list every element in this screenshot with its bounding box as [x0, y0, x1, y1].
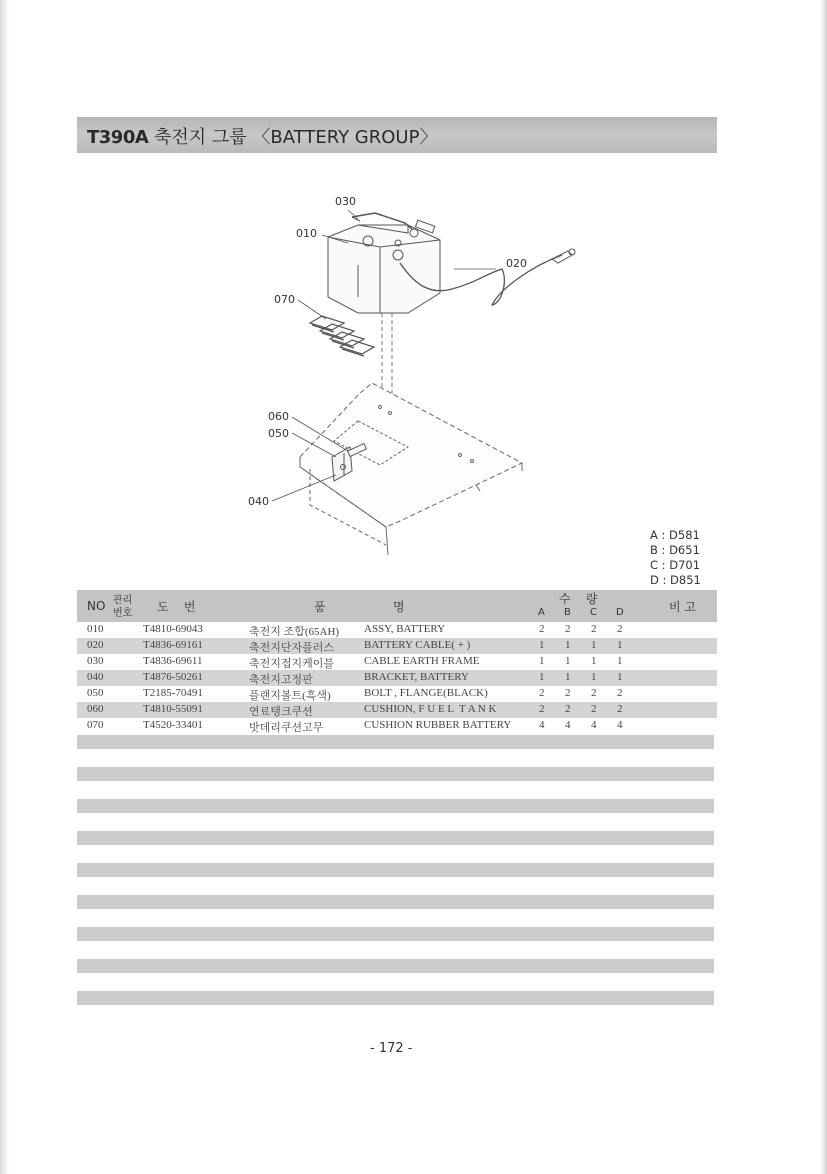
- row-name-kr: 축전지 조합(65AH): [249, 626, 340, 638]
- variant-c: C : D701: [650, 558, 701, 572]
- col-qty-b: B: [564, 607, 571, 618]
- parts-table-header: [77, 590, 717, 622]
- empty-row-stripe: [77, 895, 714, 909]
- row-qty-b: 2: [565, 623, 571, 635]
- row-name-kr: 축전지고정판: [249, 674, 313, 686]
- table-row: [77, 718, 717, 734]
- row-qty-c: 1: [591, 655, 597, 667]
- row-name-kr: 축전지단자플러스: [249, 642, 335, 654]
- callout-010: 010: [296, 227, 317, 240]
- row-qty-b: 4: [565, 719, 571, 731]
- row-part-no: T4810-55091: [143, 703, 203, 715]
- row-no: 060: [87, 703, 104, 715]
- empty-row-stripe: [77, 959, 714, 973]
- scan-edge-right: [819, 0, 827, 1174]
- callout-040: 040: [248, 495, 269, 508]
- model-code: T390A: [87, 127, 149, 148]
- row-qty-a: 1: [539, 671, 545, 683]
- parts-table-body: [77, 622, 717, 734]
- row-qty-b: 2: [565, 703, 571, 715]
- row-qty-d: 4: [617, 719, 623, 731]
- row-qty-a: 2: [539, 623, 545, 635]
- row-name-en: BRACKET, BATTERY: [364, 671, 469, 683]
- callout-020: 020: [506, 257, 527, 270]
- row-qty-d: 1: [617, 639, 623, 651]
- empty-row-stripe: [77, 799, 714, 813]
- row-qty-b: 1: [565, 655, 571, 667]
- row-qty-d: 1: [617, 655, 623, 667]
- row-part-no: T4520-33401: [143, 719, 203, 731]
- row-qty-a: 4: [539, 719, 545, 731]
- row-qty-a: 1: [539, 639, 545, 651]
- row-qty-d: 2: [617, 623, 623, 635]
- row-name-kr: 축전지접지케이블: [249, 658, 335, 670]
- row-no: 040: [87, 671, 104, 683]
- row-name-kr: 플랜지볼트(흑색): [249, 690, 331, 702]
- row-name-en: CABLE EARTH FRAME: [364, 655, 480, 667]
- row-name-en: ASSY, BATTERY: [364, 623, 446, 635]
- battery-group-exploded-diagram: [240, 185, 600, 560]
- table-row: [77, 670, 717, 686]
- row-qty-a: 2: [539, 703, 545, 715]
- callout-030: 030: [335, 195, 356, 208]
- row-qty-b: 1: [565, 671, 571, 683]
- row-name-en: CUSHION, F U E L T A N K: [364, 703, 497, 715]
- row-no: 030: [87, 655, 104, 667]
- table-row: [77, 638, 717, 654]
- table-row: [77, 702, 717, 718]
- row-part-no: T4836-69161: [143, 639, 203, 651]
- cushion-pads: [310, 316, 374, 356]
- empty-row-stripe: [77, 863, 714, 877]
- row-name-en: BOLT , FLANGE(BLACK): [364, 687, 488, 699]
- variant-a: A : D581: [650, 528, 700, 542]
- row-qty-c: 4: [591, 719, 597, 731]
- col-mgmt-top: 관리: [113, 595, 133, 606]
- row-qty-c: 2: [591, 703, 597, 715]
- row-qty-d: 2: [617, 687, 623, 699]
- col-drawing-no: 도 번: [157, 600, 196, 614]
- row-part-no: T4810-69043: [143, 623, 203, 635]
- callout-050: 050: [268, 427, 289, 440]
- callout-060: 060: [268, 410, 289, 423]
- row-name-kr: 밧데리쿠션고무: [249, 722, 324, 734]
- page-number: - 172 -: [370, 1041, 413, 1056]
- row-name-kr: 연료탱크쿠션: [249, 706, 313, 718]
- scan-edge-left: [0, 0, 10, 1174]
- empty-row-stripe: [77, 735, 714, 749]
- callout-070: 070: [274, 293, 295, 306]
- empty-row-stripe: [77, 831, 714, 845]
- row-qty-c: 1: [591, 671, 597, 683]
- row-no: 020: [87, 639, 104, 651]
- model-variant-legend: [650, 528, 701, 588]
- group-title: 축전지 그룹 〈BATTERY GROUP〉: [154, 127, 438, 148]
- row-qty-c: 2: [591, 687, 597, 699]
- row-qty-a: 2: [539, 687, 545, 699]
- empty-row-stripe: [77, 991, 714, 1005]
- row-qty-c: 2: [591, 623, 597, 635]
- section-title-bar: [77, 117, 717, 153]
- empty-row-stripe: [77, 767, 714, 781]
- col-qty-a: A: [538, 607, 545, 618]
- col-part-name-1: 품: [314, 600, 326, 614]
- empty-row-stripe: [77, 927, 714, 941]
- col-no: NO: [87, 599, 106, 613]
- row-name-en: CUSHION RUBBER BATTERY: [364, 719, 512, 731]
- row-no: 010: [87, 623, 104, 635]
- row-part-no: T2185-70491: [143, 687, 203, 699]
- row-name-en: BATTERY CABLE( + ): [364, 639, 471, 651]
- row-qty-b: 1: [565, 639, 571, 651]
- table-row: [77, 622, 717, 638]
- col-part-name-2: 명: [393, 600, 405, 614]
- col-qty-d: D: [616, 607, 624, 618]
- variant-d: D : D851: [650, 573, 701, 587]
- row-qty-b: 2: [565, 687, 571, 699]
- row-part-no: T4876-50261: [143, 671, 203, 683]
- row-part-no: T4836-69611: [143, 655, 203, 667]
- table-row: [77, 686, 717, 702]
- col-remarks: 비 고: [669, 600, 696, 614]
- section-title: [87, 123, 437, 149]
- row-qty-c: 1: [591, 639, 597, 651]
- row-qty-a: 1: [539, 655, 545, 667]
- battery-illustration: [328, 213, 440, 313]
- table-row: [77, 654, 717, 670]
- variant-b: B : D651: [650, 543, 700, 557]
- row-no: 050: [87, 687, 104, 699]
- row-qty-d: 1: [617, 671, 623, 683]
- col-quantity: 수 량: [559, 592, 598, 606]
- col-mgmt-bottom: 번호: [113, 608, 133, 619]
- row-qty-d: 2: [617, 703, 623, 715]
- col-qty-c: C: [590, 607, 597, 618]
- row-no: 070: [87, 719, 104, 731]
